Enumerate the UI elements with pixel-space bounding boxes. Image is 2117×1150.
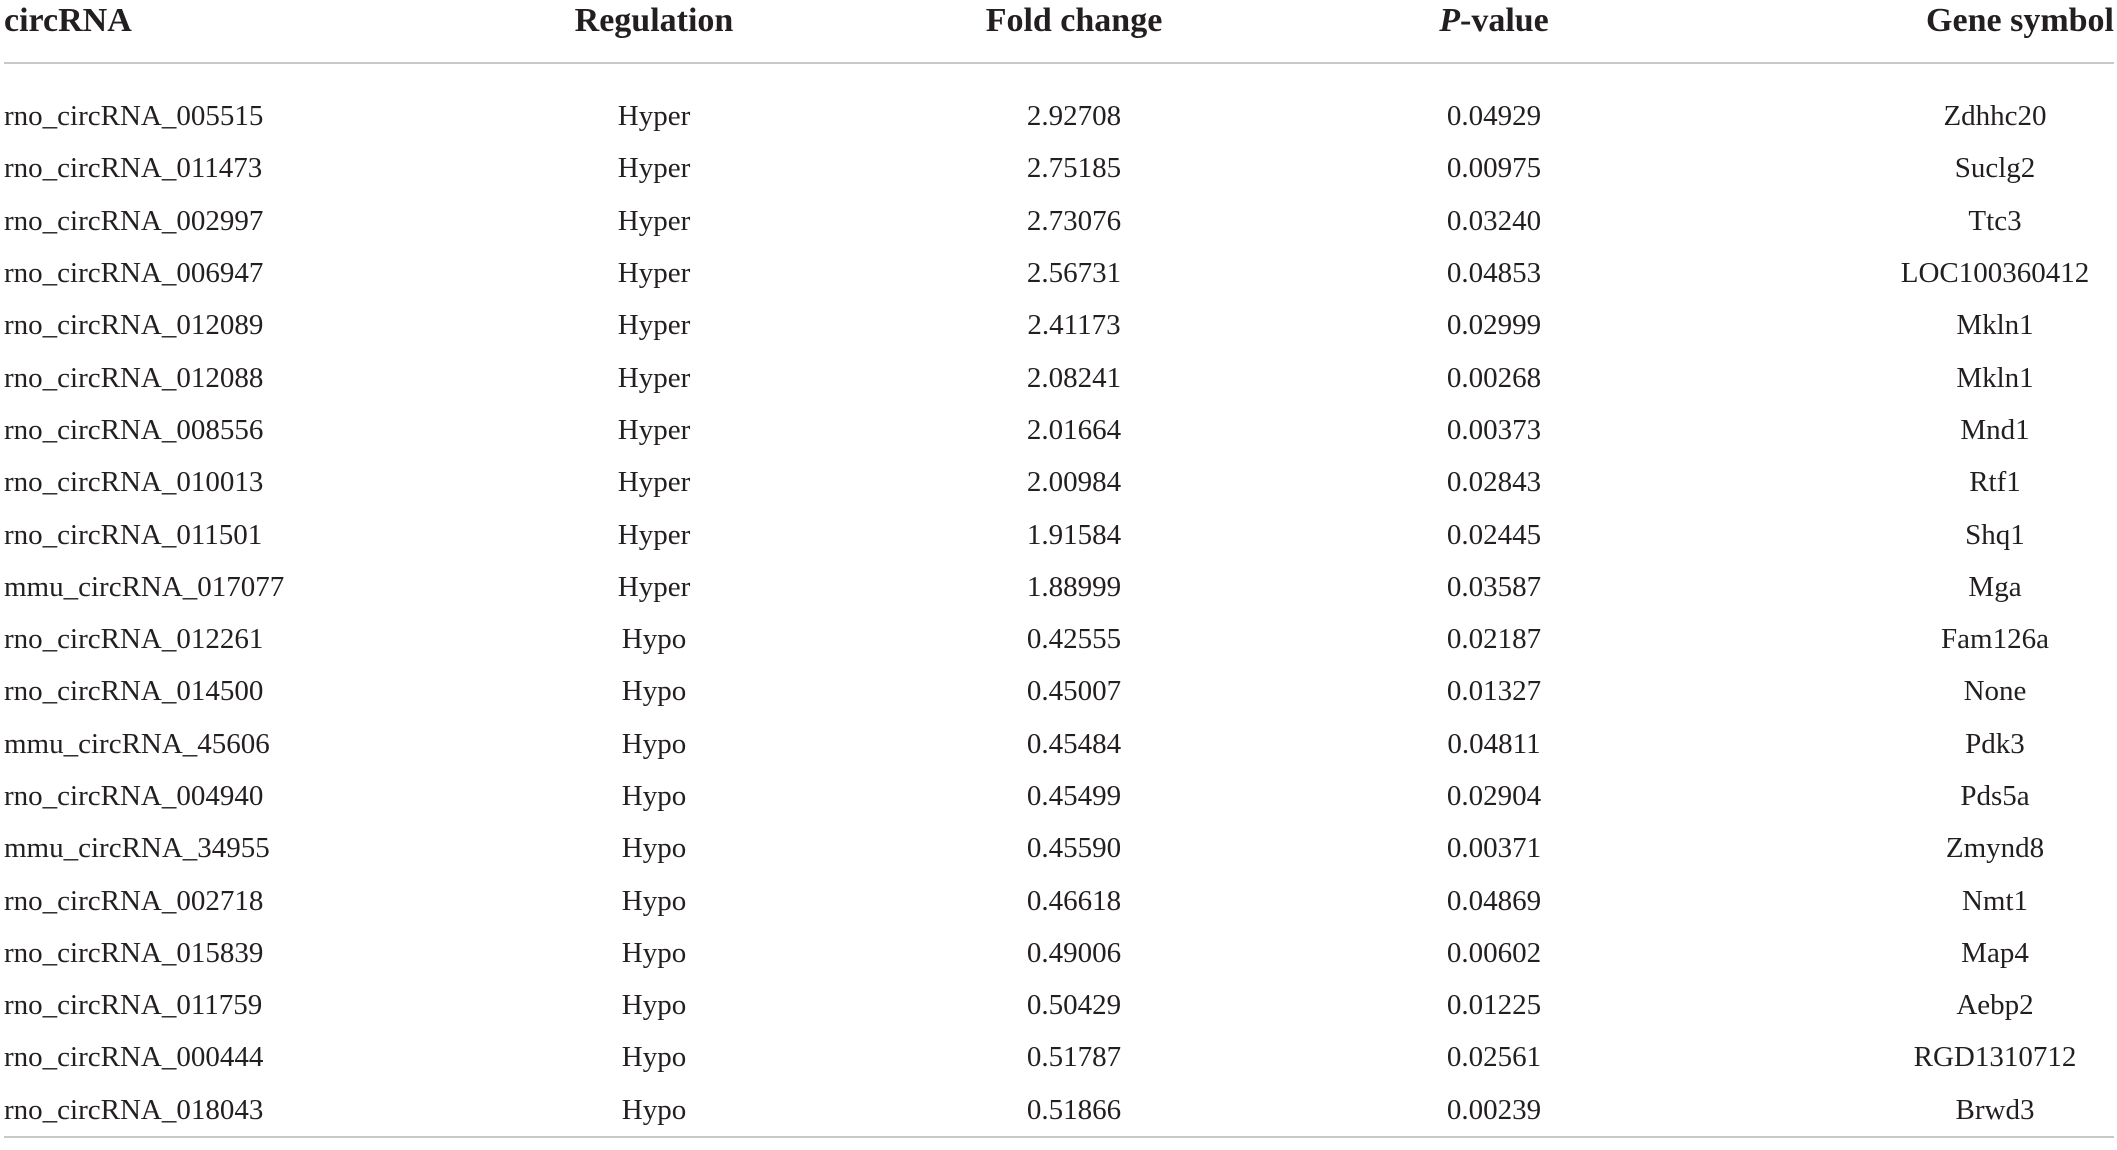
cell-p-value: 0.01327 (1446, 675, 1542, 708)
cell-fold-change: 1.88999 (1026, 570, 1122, 603)
cell-p-value: 0.02999 (1446, 309, 1542, 342)
cell-p-value: 0.04869 (1446, 884, 1542, 917)
cell-gene-symbol: Brwd3 (1955, 1093, 2035, 1126)
cell-regulation: Hypo (444, 1084, 864, 1137)
cell-regulation: Hyper (617, 570, 691, 603)
cell-p-value: 0.00239 (1284, 1084, 1704, 1137)
cell-regulation: Hyper (617, 413, 691, 446)
cell-gene-symbol: Suclg2 (1954, 152, 2036, 185)
cell-circrna: rno_circRNA_018043 (4, 1084, 444, 1137)
cell-circrna: rno_circRNA_012088 (4, 361, 264, 394)
cell-p-value: 0.00373 (1446, 413, 1542, 446)
cell-regulation: Hyper (617, 152, 691, 185)
cell-gene-symbol-wrap (1704, 822, 2114, 874)
cell-circrna: rno_circRNA_008556 (4, 413, 264, 446)
cell-gene-symbol: Pds5a (1960, 780, 2030, 812)
cell-p-value: 0.02445 (1446, 518, 1542, 551)
cell-fold-change: 1.91584 (1026, 518, 1122, 551)
table-row (4, 927, 2114, 979)
cell-circrna: mmu_circRNA_017077 (4, 570, 285, 603)
cell-circrna: rno_circRNA_005515 (4, 100, 264, 133)
cell-gene-symbol-wrap (1704, 665, 2114, 717)
header-p-suffix: -value (1460, 2, 1549, 39)
cell-gene-symbol: Fam126a (1941, 623, 2049, 656)
cell-gene-symbol-wrap (1704, 1031, 2114, 1083)
cell-fold-change: 0.45499 (1026, 780, 1122, 812)
table-header (4, 0, 2114, 63)
header-p-italic: P (1439, 2, 1460, 39)
cell-circrna: rno_circRNA_011759 (4, 989, 263, 1022)
table-row (4, 508, 2114, 560)
cell-fold-change: 0.45484 (1026, 727, 1122, 760)
table-row (4, 665, 2114, 717)
cell-gene-symbol: Pdk3 (1965, 727, 2025, 760)
cell-p-value: 0.00602 (1446, 936, 1542, 969)
cell-regulation: Hypo (621, 989, 687, 1022)
cell-gene-symbol-wrap (1704, 1084, 2114, 1137)
cell-fold-change: 2.56731 (1026, 257, 1122, 290)
cell-gene-symbol-wrap (1704, 874, 2114, 926)
cell-p-value: 0.03240 (1446, 204, 1542, 237)
cell-regulation: Hyper (617, 309, 691, 342)
header-spacer (4, 63, 2114, 90)
cell-p-value: 0.04929 (1446, 100, 1542, 133)
cell-gene-symbol-wrap (1704, 979, 2114, 1031)
cell-gene-symbol-wrap (1704, 195, 2114, 247)
cell-regulation: Hyper (617, 518, 691, 551)
cell-gene-symbol-wrap (1704, 299, 2114, 351)
table-row (4, 1031, 2114, 1083)
header-regulation: Regulation (574, 2, 734, 39)
cell-fold-change: 2.73076 (1026, 204, 1122, 237)
cell-gene-symbol-wrap (1704, 508, 2114, 560)
header-fold-change: Fold change (985, 2, 1163, 39)
circrna-table (4, 0, 2114, 1138)
cell-gene-symbol: Mkln1 (1956, 361, 2034, 394)
cell-gene-symbol: Ttc3 (1968, 204, 2022, 237)
table-row (4, 613, 2114, 665)
cell-circrna: rno_circRNA_015839 (4, 936, 264, 969)
cell-p-value: 0.00268 (1446, 361, 1542, 394)
cell-fold-change: 0.46618 (1026, 884, 1122, 917)
cell-gene-symbol: Map4 (1961, 936, 2029, 969)
cell-regulation: Hypo (621, 675, 687, 708)
circrna-table-container (4, 0, 2117, 1138)
cell-fold-change: 2.41173 (1027, 309, 1121, 342)
cell-gene-symbol-wrap (1704, 142, 2114, 194)
table-row (4, 90, 2114, 142)
cell-regulation: Hyper (617, 100, 691, 133)
cell-fold-change: 0.51866 (864, 1084, 1284, 1137)
table-row (4, 351, 2114, 403)
cell-gene-symbol: Shq1 (1965, 518, 2025, 551)
cell-circrna: mmu_circRNA_45606 (4, 727, 270, 760)
cell-regulation: Hypo (621, 832, 687, 865)
cell-p-value: 0.04853 (1446, 257, 1542, 290)
table-row (4, 404, 2114, 456)
table-row (4, 561, 2114, 613)
table-row (4, 247, 2114, 299)
cell-circrna: rno_circRNA_004940 (4, 780, 264, 812)
cell-fold-change: 2.01664 (1026, 413, 1122, 446)
cell-fold-change: 2.75185 (1026, 152, 1122, 185)
cell-fold-change: 0.45007 (1026, 675, 1122, 708)
cell-regulation: Hypo (621, 1041, 687, 1074)
cell-fold-change: 0.51787 (1026, 1041, 1122, 1074)
cell-regulation: Hyper (617, 361, 691, 394)
table-body (4, 63, 2114, 1137)
cell-gene-symbol-wrap (1704, 404, 2114, 456)
cell-circrna: mmu_circRNA_34955 (4, 832, 270, 865)
cell-p-value: 0.03587 (1446, 570, 1542, 603)
cell-fold-change: 2.08241 (1026, 361, 1122, 394)
cell-regulation: Hypo (621, 884, 687, 917)
table-row (4, 874, 2114, 926)
cell-gene-symbol-wrap (1704, 718, 2114, 770)
cell-regulation: Hyper (617, 204, 691, 237)
cell-circrna: rno_circRNA_012089 (4, 309, 264, 342)
cell-p-value: 0.02843 (1446, 466, 1542, 499)
cell-regulation: Hypo (621, 936, 687, 969)
header-row (4, 0, 2114, 63)
table-row (4, 979, 2114, 1031)
cell-circrna: rno_circRNA_010013 (4, 466, 264, 499)
table-row (4, 142, 2114, 194)
cell-fold-change: 2.00984 (1026, 466, 1122, 499)
cell-gene-symbol-wrap (1704, 90, 2114, 142)
cell-gene-symbol: None (1963, 675, 2027, 708)
cell-p-value: 0.01225 (1446, 989, 1542, 1022)
cell-fold-change: 0.50429 (1026, 989, 1122, 1022)
table-row (4, 456, 2114, 508)
table-row (4, 718, 2114, 770)
cell-regulation: Hypo (621, 623, 687, 656)
cell-p-value: 0.00371 (1446, 832, 1542, 865)
cell-regulation: Hyper (617, 257, 691, 290)
table-row (4, 822, 2114, 874)
cell-circrna: rno_circRNA_006947 (4, 257, 264, 290)
cell-gene-symbol: Mnd1 (1960, 413, 2030, 446)
cell-p-value: 0.00975 (1446, 152, 1542, 185)
cell-gene-symbol-wrap (1704, 770, 2114, 822)
cell-gene-symbol-wrap (1704, 927, 2114, 979)
cell-gene-symbol: Zmynd8 (1945, 832, 2045, 865)
table-row (4, 299, 2114, 351)
cell-p-value: 0.02561 (1446, 1041, 1542, 1074)
table-row (4, 1084, 2114, 1137)
cell-gene-symbol-wrap (1704, 456, 2114, 508)
cell-circrna: rno_circRNA_000444 (4, 1041, 264, 1074)
cell-gene-symbol-wrap (1704, 561, 2114, 613)
cell-gene-symbol: Aebp2 (1956, 989, 2034, 1022)
cell-circrna: rno_circRNA_002997 (4, 204, 264, 237)
cell-circrna: rno_circRNA_011473 (4, 152, 263, 185)
cell-fold-change: 0.49006 (1026, 936, 1122, 969)
cell-fold-change: 0.42555 (1026, 623, 1122, 656)
cell-p-value: 0.02904 (1446, 780, 1542, 812)
header-circrna: circRNA (4, 2, 132, 39)
cell-p-value: 0.02187 (1446, 623, 1542, 656)
cell-gene-symbol: LOC100360412 (1900, 257, 2090, 290)
cell-circrna: rno_circRNA_011501 (4, 518, 263, 551)
cell-gene-symbol: Zdhhc20 (1943, 100, 2047, 133)
cell-p-value: 0.04811 (1447, 727, 1541, 760)
cell-gene-symbol: Mga (1968, 570, 2022, 603)
cell-fold-change: 0.45590 (1026, 832, 1122, 865)
header-p-value (1284, 0, 1704, 63)
cell-circrna: rno_circRNA_014500 (4, 675, 264, 708)
table-row (4, 770, 2114, 822)
cell-regulation: Hypo (621, 780, 687, 812)
cell-gene-symbol: Mkln1 (1956, 309, 2034, 342)
cell-gene-symbol: RGD1310712 (1913, 1041, 2077, 1074)
cell-regulation: Hyper (617, 466, 691, 499)
cell-gene-symbol-wrap (1704, 247, 2114, 299)
cell-gene-symbol: Nmt1 (1961, 884, 2029, 917)
cell-gene-symbol-wrap (1704, 351, 2114, 403)
cell-gene-symbol: Rtf1 (1969, 466, 2021, 499)
table-row (4, 195, 2114, 247)
cell-fold-change: 2.92708 (1026, 100, 1122, 133)
cell-regulation: Hypo (621, 727, 687, 760)
cell-gene-symbol-wrap (1704, 613, 2114, 665)
cell-circrna: rno_circRNA_012261 (4, 623, 264, 656)
cell-circrna: rno_circRNA_002718 (4, 884, 264, 917)
header-gene-symbol: Gene symbol (1926, 2, 2114, 39)
